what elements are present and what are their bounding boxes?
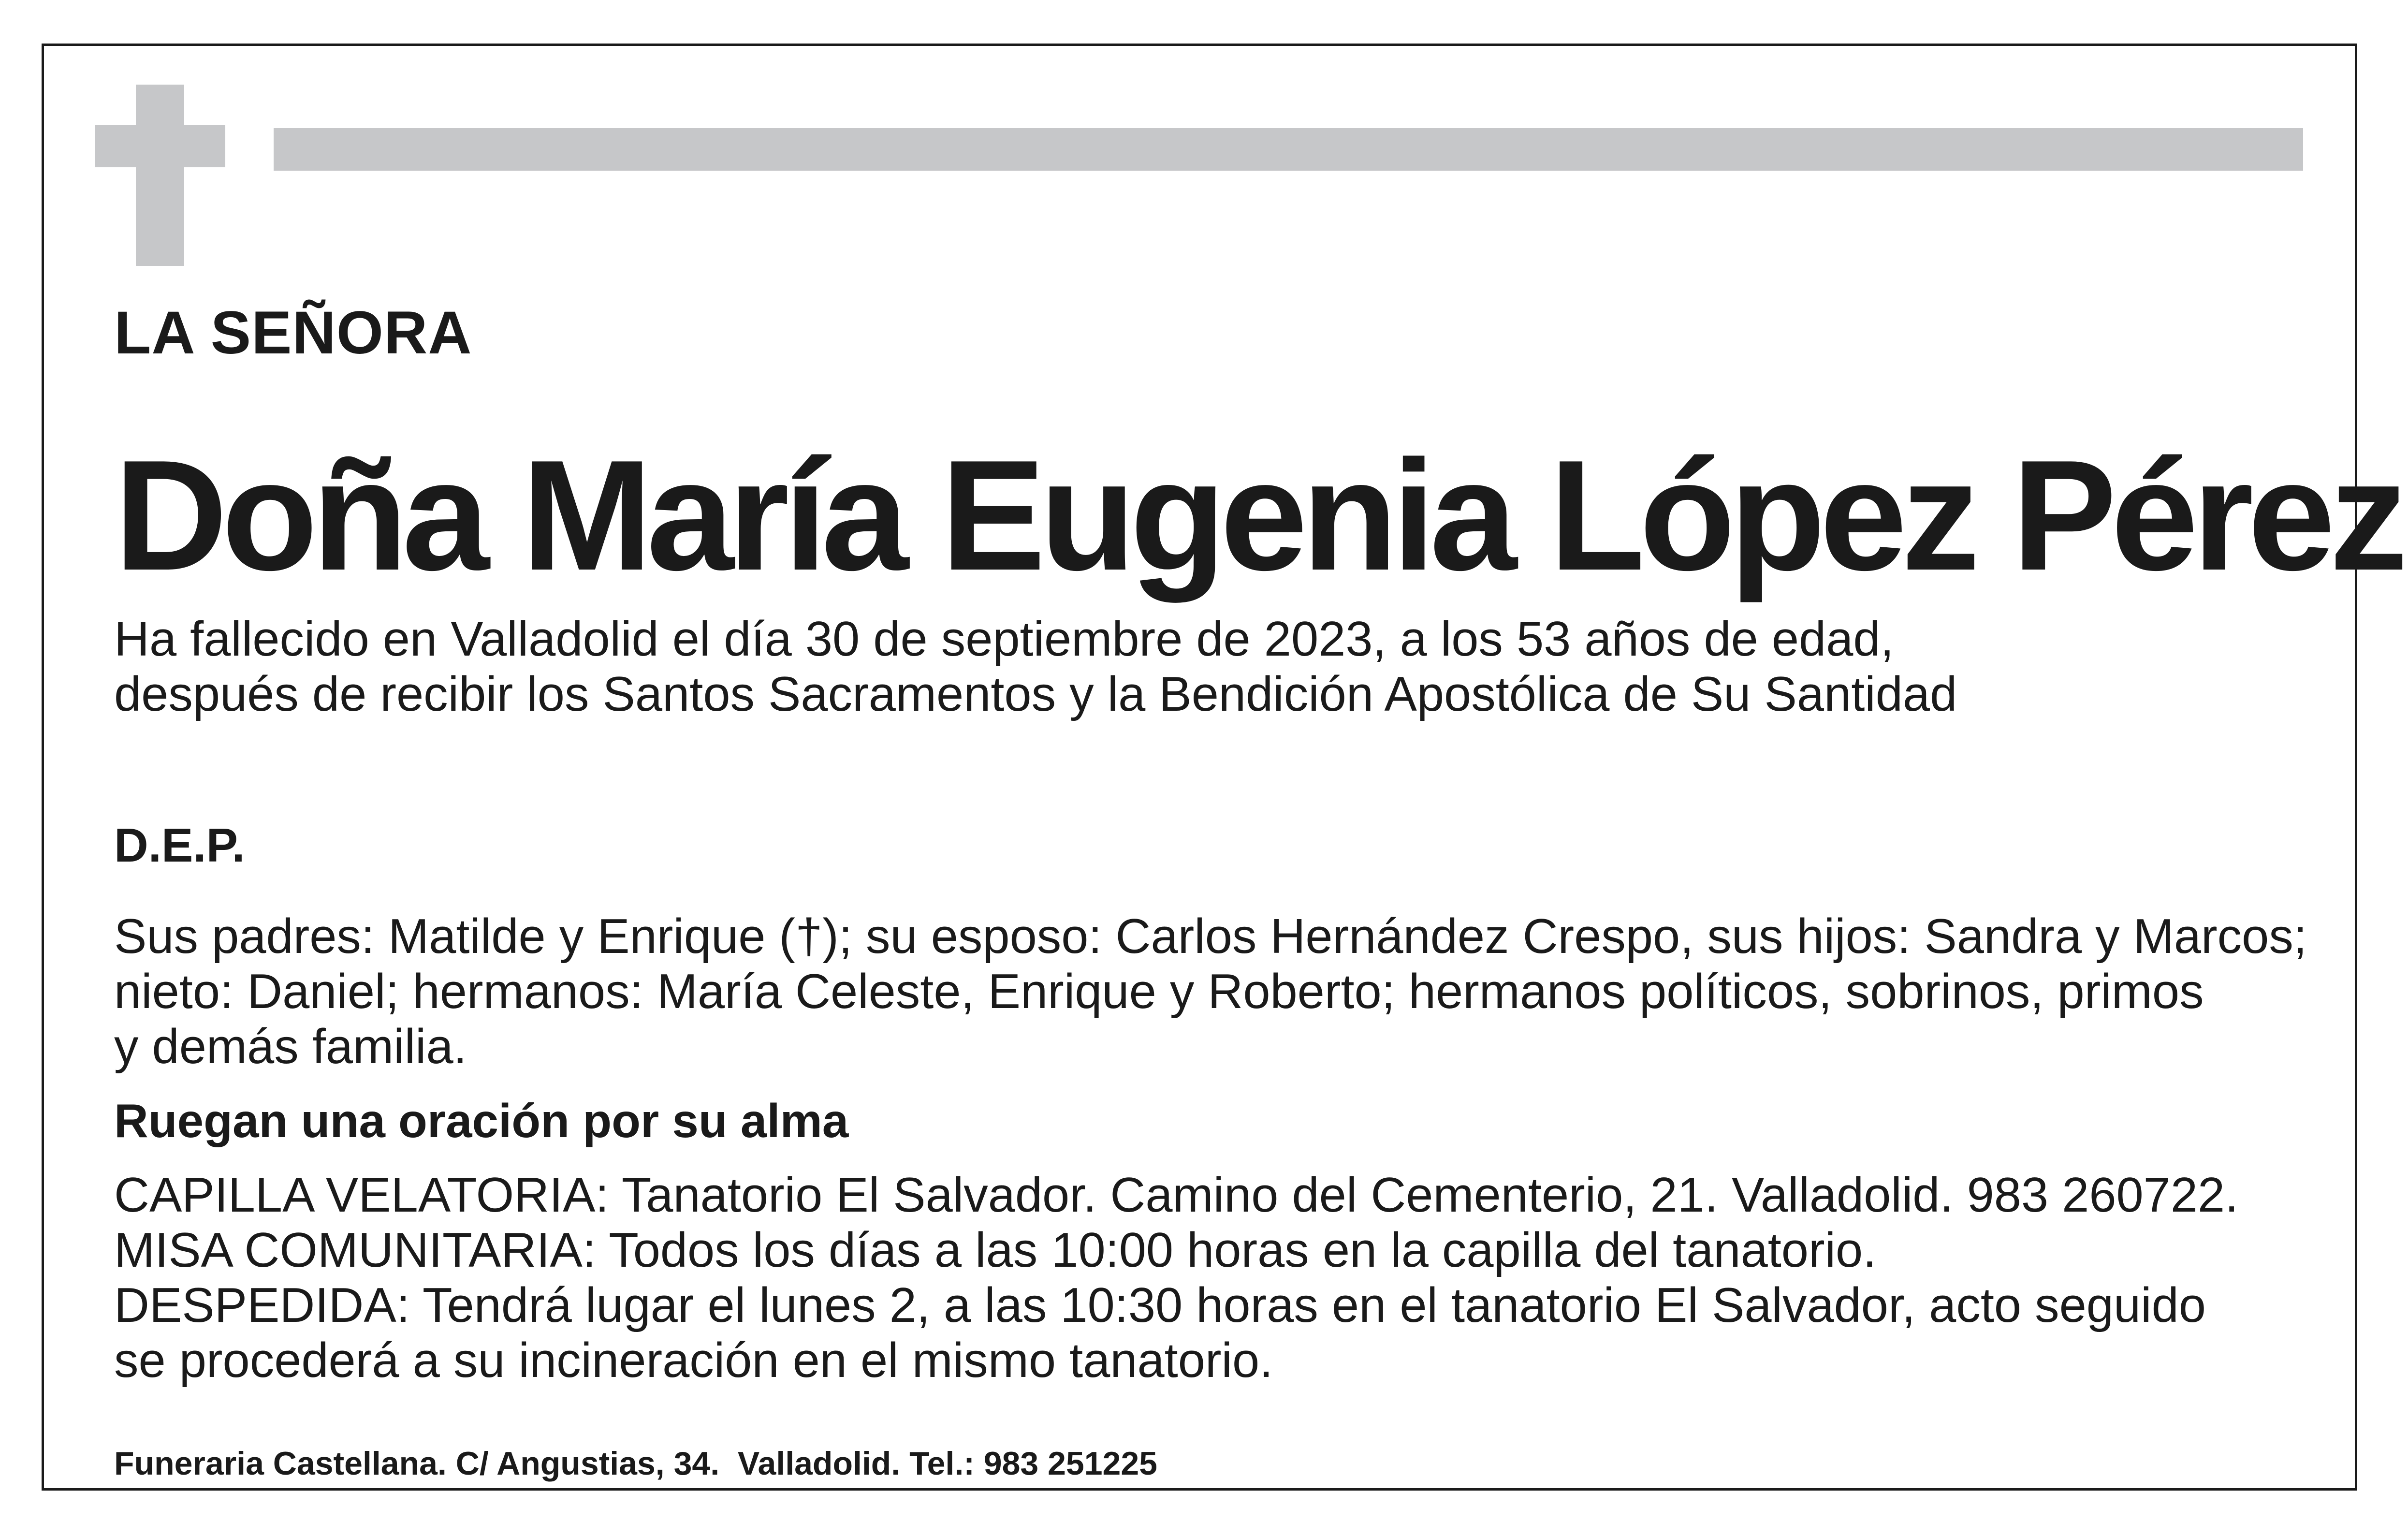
details-line-mass: MISA COMUNITARIA: Todos los días a las 10:00 horas en la capilla del tanatorio. bbox=[114, 1223, 1877, 1278]
family-line: nieto: Daniel; hermanos: María Celeste, Enrique y Roberto; hermanos políticos, sobrinos, primos bbox=[114, 965, 2204, 1019]
prayer-request: Ruegan una oración por su alma bbox=[114, 1094, 849, 1147]
announcement-line: después de recibir los Santos Sacramentos y la Bendición Apostólica de Su Santidad bbox=[114, 667, 1957, 722]
details-line-farewell-cont: se procederá a su incineración en el mismo tanatorio. bbox=[114, 1333, 1273, 1388]
cross-icon bbox=[95, 85, 225, 266]
details-line-farewell: DESPEDIDA: Tendrá lugar el lunes 2, a las 10:30 horas en el tanatorio El Salvador, acto seguido bbox=[114, 1278, 2206, 1333]
dep-label: D.E.P. bbox=[114, 819, 245, 872]
family-line: Sus padres: Matilde y Enrique (†); su esposo: Carlos Hernández Crespo, sus hijos: Sandra y Marcos; bbox=[114, 909, 2307, 964]
announcement-line: Ha fallecido en Valladolid el día 30 de septiembre de 2023, a los 53 años de edad, bbox=[114, 612, 1894, 666]
cross-vertical-bar bbox=[136, 85, 184, 266]
death-announcement bbox=[114, 612, 2297, 722]
deceased-name: Doña María Eugenia López Pérez bbox=[114, 427, 2402, 603]
service-details bbox=[114, 1168, 2297, 1389]
title-prefix: LA SEÑORA bbox=[114, 299, 472, 366]
header-rule bbox=[274, 128, 2303, 171]
obituary-notice bbox=[42, 44, 2402, 1491]
details-line-chapel: CAPILLA VELATORIA: Tanatorio El Salvador. Camino del Cementerio, 21. Valladolid. 983 260722. bbox=[114, 1168, 2239, 1222]
family-line: y demás familia. bbox=[114, 1020, 467, 1074]
family-list bbox=[114, 909, 2307, 1074]
funeral-home-footer: Funeraria Castellana. C/ Angustias, 34. Valladolid. Tel.: 983 251225 bbox=[114, 1445, 1158, 1482]
cross-horizontal-bar bbox=[95, 125, 225, 167]
